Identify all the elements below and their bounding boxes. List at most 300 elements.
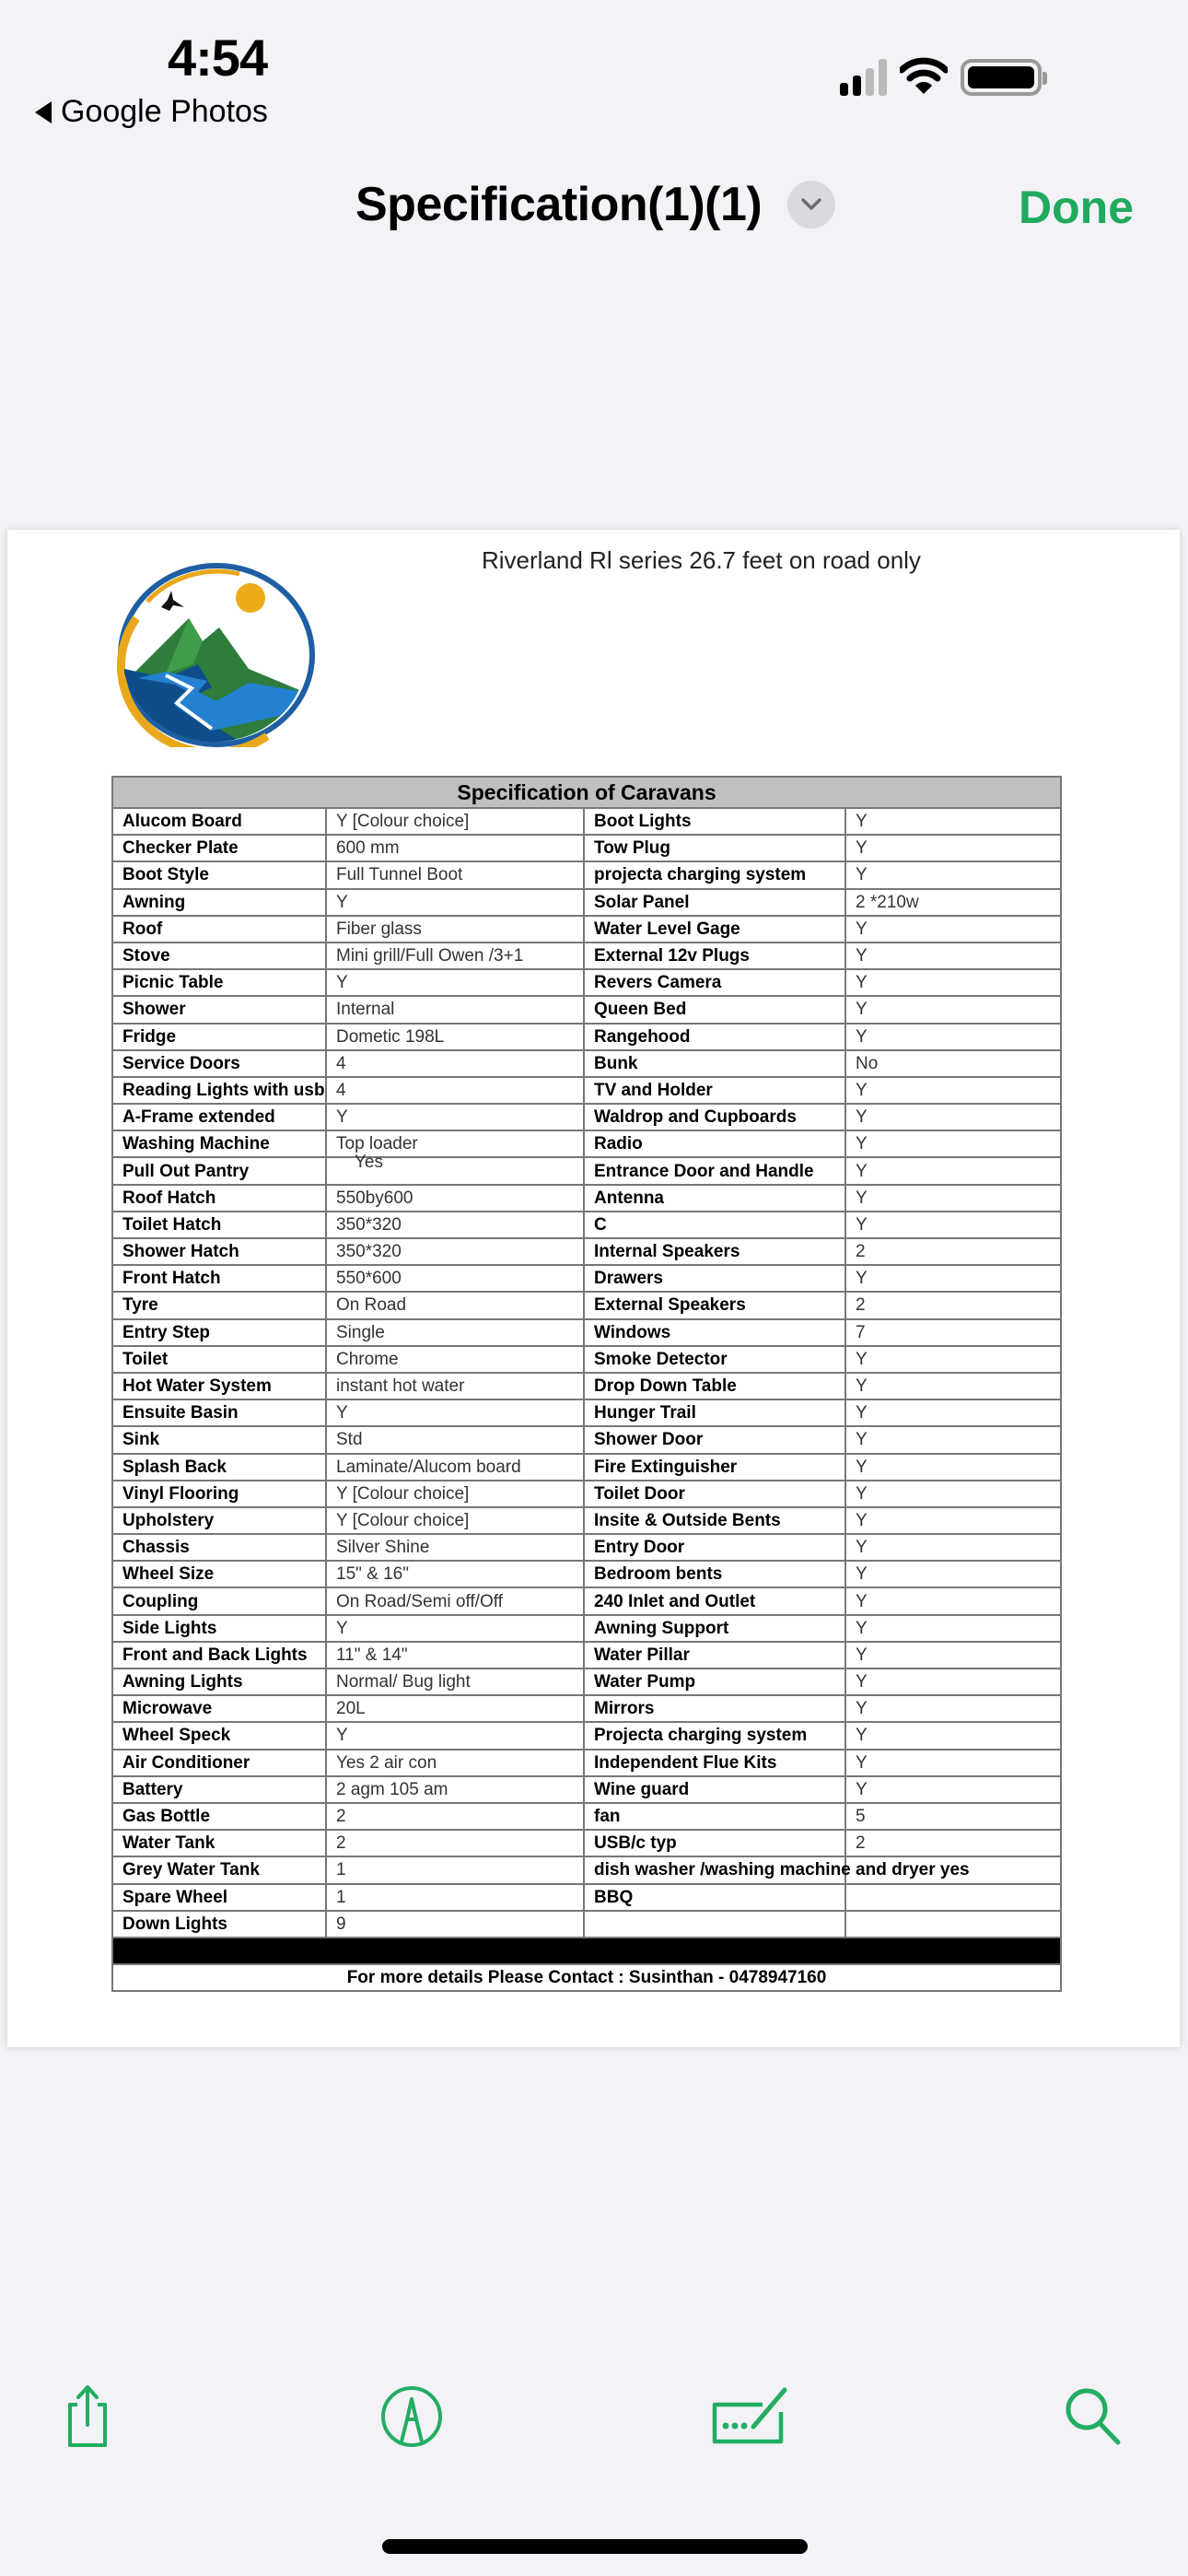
- status-icons: [840, 57, 1042, 96]
- spec-value: [326, 1346, 584, 1373]
- spec-label: [584, 1238, 845, 1265]
- spec-value: [326, 1426, 584, 1453]
- spec-value-text: Std: [336, 1430, 363, 1450]
- spec-label: [112, 1346, 326, 1373]
- spec-label-text: Water Tank: [122, 1833, 215, 1854]
- table-row: [112, 1856, 1061, 1883]
- spec-label: [584, 1587, 845, 1614]
- spec-value: [845, 1722, 1061, 1749]
- spec-value-text: Y: [856, 919, 868, 939]
- spec-label: [584, 1399, 845, 1426]
- spec-value-text: 2: [856, 1295, 866, 1316]
- spec-value: [326, 1481, 584, 1507]
- table-row: [112, 1722, 1061, 1749]
- spec-label: [112, 1884, 326, 1911]
- spec-value: [326, 1104, 584, 1130]
- spec-label: [584, 943, 845, 969]
- spec-value-text: 11" & 14": [336, 1645, 408, 1665]
- spec-value: [326, 1373, 584, 1399]
- spec-label: [112, 1454, 326, 1481]
- spec-value: [845, 1319, 1061, 1346]
- spec-label-text: Toilet: [122, 1349, 169, 1369]
- spec-label: [584, 1750, 845, 1776]
- spec-value: [326, 1292, 584, 1318]
- black-separator-row: [112, 1938, 1061, 1964]
- table-row: [112, 969, 1061, 996]
- spec-value: [845, 916, 1061, 943]
- spec-label: [584, 1104, 845, 1130]
- spec-label: [584, 1669, 845, 1695]
- spec-value: [326, 1750, 584, 1776]
- spec-value-text: Normal/ Bug light: [336, 1672, 471, 1692]
- spec-value: [326, 1454, 584, 1481]
- spec-value: [326, 1399, 584, 1426]
- spec-value-text: 15" & 16": [336, 1564, 409, 1585]
- status-time: 4:54: [168, 29, 268, 87]
- spec-label-text: Washing Machine: [122, 1134, 270, 1154]
- spec-value-text: 350*320: [336, 1214, 402, 1235]
- spec-label: [112, 1856, 326, 1883]
- table-row: [112, 1642, 1061, 1669]
- signature-icon[interactable]: [707, 2384, 799, 2449]
- spec-label-text: Service Doors: [122, 1053, 240, 1073]
- spec-label: [584, 1911, 845, 1938]
- spec-label: [584, 1561, 845, 1587]
- spec-value: [845, 1750, 1061, 1776]
- spec-value-text: Y [Colour choice]: [336, 812, 470, 832]
- spec-value-text: 2: [336, 1833, 346, 1854]
- spec-value: [845, 1911, 1061, 1938]
- spec-label-text: Fridge: [122, 1026, 177, 1047]
- spec-label-text: Revers Camera: [594, 973, 722, 993]
- spec-value: [326, 1884, 584, 1911]
- spec-value: [845, 1642, 1061, 1669]
- spec-value-text: Fiber glass: [336, 919, 422, 939]
- spec-label: [112, 916, 326, 943]
- spec-label-text: Vinyl Flooring: [122, 1483, 239, 1504]
- spec-value: [326, 1024, 584, 1050]
- spec-value-text: Y: [856, 1269, 868, 1289]
- spec-value: [326, 1776, 584, 1803]
- spec-label: [584, 1642, 845, 1669]
- spec-label-text: Bedroom bents: [594, 1564, 723, 1585]
- spec-rows: [112, 808, 1061, 1938]
- spec-value: [326, 1911, 584, 1938]
- spec-label-text: Hot Water System: [122, 1376, 272, 1397]
- spec-label: [112, 1750, 326, 1776]
- spec-value: [845, 1426, 1061, 1453]
- spec-label: [584, 889, 845, 916]
- spec-label-text: USB/c typ: [594, 1833, 677, 1854]
- spec-label-text: Front Hatch: [122, 1269, 221, 1289]
- spec-label: [584, 996, 845, 1023]
- riverland-logo-icon: [111, 563, 319, 747]
- spec-label-text: Fire Extinguisher: [594, 1457, 738, 1477]
- spec-label: [112, 1157, 326, 1184]
- table-row: [112, 1426, 1061, 1453]
- spec-value-text: Y: [856, 1000, 868, 1020]
- spec-label-text: Water Pillar: [594, 1645, 690, 1665]
- spec-label-text: Microwave: [122, 1699, 213, 1719]
- table-row: [112, 1319, 1061, 1346]
- spec-value: [326, 889, 584, 916]
- table-row: [112, 996, 1061, 1023]
- spec-value: [845, 1399, 1061, 1426]
- spec-value-text: 2: [336, 1807, 346, 1827]
- spec-value: [326, 1050, 584, 1077]
- spec-value-text: Y: [336, 1403, 348, 1423]
- spec-value-text: Y: [856, 812, 868, 832]
- share-icon[interactable]: [55, 2384, 120, 2449]
- spec-value: [326, 808, 584, 835]
- spec-value-text: 7: [856, 1322, 866, 1342]
- spec-value: [845, 1561, 1061, 1587]
- spec-label-text: dish washer /washing machine and dryer yes: [594, 1860, 970, 1880]
- spec-label-text: Reading Lights with usb: [122, 1080, 325, 1100]
- spec-value-text: Y: [856, 1779, 868, 1799]
- spec-label: [584, 1050, 845, 1077]
- spec-value: [326, 1722, 584, 1749]
- spec-value: [845, 1884, 1061, 1911]
- spec-value: [845, 1481, 1061, 1507]
- spec-value: [845, 1185, 1061, 1212]
- table-row: [112, 916, 1061, 943]
- table-row: [112, 1373, 1061, 1399]
- spec-label-text: Toilet Hatch: [122, 1214, 222, 1235]
- spec-value: [326, 1212, 584, 1238]
- spec-label: [112, 1615, 326, 1642]
- markup-pen-icon[interactable]: [379, 2384, 444, 2449]
- spec-label-text: Boot Style: [122, 865, 209, 885]
- spec-label: [584, 1534, 845, 1561]
- spec-label-text: Bunk: [594, 1053, 638, 1073]
- spec-label-text: Drop Down Table: [594, 1376, 737, 1397]
- spec-label: [112, 1024, 326, 1050]
- spec-label-text: BBQ: [594, 1887, 634, 1907]
- spec-label: [112, 1776, 326, 1803]
- spec-value-text: Y: [856, 1645, 868, 1665]
- spec-label: [584, 1130, 845, 1157]
- spec-value-text: 4: [336, 1053, 346, 1073]
- spec-value: [845, 1024, 1061, 1050]
- spec-label-text: Tyre: [122, 1295, 158, 1316]
- spec-label-text: Toilet Door: [594, 1483, 685, 1504]
- table-row: [112, 1024, 1061, 1050]
- table-row: [112, 1212, 1061, 1238]
- spec-label-text: 240 Inlet and Outlet: [594, 1591, 756, 1611]
- spec-value-text: Y: [856, 1188, 868, 1208]
- document-heading: Riverland Rl series 26.7 feet on road only: [482, 546, 921, 574]
- spec-label: [112, 1373, 326, 1399]
- spec-label-text: Side Lights: [122, 1618, 217, 1638]
- spec-value-text: Y: [856, 1510, 868, 1530]
- spec-value: [845, 1587, 1061, 1614]
- spec-value: [845, 1238, 1061, 1265]
- spec-value-text: Full Tunnel Boot: [336, 865, 463, 885]
- table-row: [112, 1130, 1061, 1157]
- spec-value-text: 550by600: [336, 1188, 413, 1208]
- spec-label-text: Coupling: [122, 1591, 199, 1611]
- spec-value: [845, 1507, 1061, 1534]
- battery-icon: [961, 59, 1042, 96]
- done-button[interactable]: Done: [1019, 181, 1134, 233]
- spec-label: [112, 1212, 326, 1238]
- back-to-app-link[interactable]: [35, 94, 268, 130]
- spec-label: [112, 1803, 326, 1830]
- spec-label-text: Awning Lights: [122, 1672, 243, 1692]
- spec-label-text: fan: [594, 1807, 621, 1827]
- spec-value-text: 20L: [336, 1699, 366, 1719]
- spec-label-text: Wheel Speck: [122, 1726, 231, 1746]
- spec-value-text: Y: [856, 946, 868, 966]
- spec-label-text: Smoke Detector: [594, 1349, 728, 1369]
- spec-value-text: Y [Colour choice]: [336, 1483, 470, 1504]
- spec-value: [845, 1373, 1061, 1399]
- spec-label: [112, 1507, 326, 1534]
- spec-label-text: Wine guard: [594, 1779, 690, 1799]
- spec-label-text: Spare Wheel: [122, 1887, 228, 1907]
- spec-value-text: 2: [856, 1242, 866, 1262]
- spec-label-text: A-Frame extended: [122, 1107, 275, 1128]
- spec-label: [584, 1265, 845, 1292]
- spec-value-text: 350*320: [336, 1242, 402, 1262]
- spec-label: [584, 1319, 845, 1346]
- spec-value-text: 2 *210w: [856, 892, 919, 912]
- spec-label-text: Shower Hatch: [122, 1242, 239, 1262]
- spec-label: [584, 916, 845, 943]
- spec-label: [112, 1265, 326, 1292]
- spec-value: [326, 916, 584, 943]
- spec-value-text: Top loader: [336, 1134, 418, 1154]
- table-row: [112, 1884, 1061, 1911]
- spec-value: [845, 1157, 1061, 1184]
- spec-label: [584, 1212, 845, 1238]
- spec-label-text: Wheel Size: [122, 1564, 215, 1585]
- spec-label-text: Pull Out Pantry: [122, 1161, 250, 1181]
- document-title-menu[interactable]: [355, 177, 835, 232]
- table-row: [112, 835, 1061, 861]
- spec-value: [845, 1669, 1061, 1695]
- spec-label: [112, 1050, 326, 1077]
- spec-label: [584, 1024, 845, 1050]
- spec-value-text: Y: [856, 1699, 868, 1719]
- spec-label: [584, 1454, 845, 1481]
- spec-label: [112, 1399, 326, 1426]
- spec-label: [112, 808, 326, 835]
- spec-value-text: Y: [856, 973, 868, 993]
- spec-value-text: Single: [336, 1322, 385, 1342]
- back-triangle-icon: [35, 101, 52, 123]
- spec-value-text: Y: [856, 1161, 868, 1181]
- spec-value-text: Y: [856, 1403, 868, 1423]
- table-row: [112, 1157, 1061, 1184]
- spec-label-text: C: [594, 1214, 607, 1235]
- spec-label: [112, 969, 326, 996]
- spec-label-text: Roof: [122, 919, 163, 939]
- table-row: [112, 1561, 1061, 1587]
- table-row: [112, 808, 1061, 835]
- chevron-down-icon: [800, 197, 822, 212]
- spec-label-text: Projecta charging system: [594, 1726, 808, 1746]
- spec-label: [112, 1669, 326, 1695]
- table-row: [112, 1776, 1061, 1803]
- spec-value-text: Mini grill/Full Owen /3+1: [336, 946, 524, 966]
- spec-value-text: On Road: [336, 1295, 407, 1316]
- spec-label: [584, 1507, 845, 1534]
- spec-value-text: Y: [856, 1080, 868, 1100]
- spec-label: [112, 1534, 326, 1561]
- spec-label: [584, 1185, 845, 1212]
- spec-value-text: Y: [856, 1726, 868, 1746]
- table-row: [112, 1615, 1061, 1642]
- table-row: [112, 1507, 1061, 1534]
- spec-label-text: Sink: [122, 1430, 160, 1450]
- spec-value-text: Y: [856, 1026, 868, 1047]
- specification-table: [111, 776, 1062, 1992]
- spec-label: [112, 889, 326, 916]
- spec-label-text: Insite & Outside Bents: [594, 1510, 781, 1530]
- spec-value: [845, 1534, 1061, 1561]
- spec-value: [326, 1587, 584, 1614]
- spec-label-text: Alucom Board: [122, 812, 242, 832]
- spec-label: [584, 1373, 845, 1399]
- spec-value: [845, 861, 1061, 888]
- spec-label: [112, 1722, 326, 1749]
- spec-label: [584, 1426, 845, 1453]
- spec-value-text: Y: [856, 1752, 868, 1773]
- spec-value: [845, 1346, 1061, 1373]
- spec-label-text: Waldrop and Cupboards: [594, 1107, 797, 1128]
- table-row: [112, 1534, 1061, 1561]
- spec-value: [326, 1803, 584, 1830]
- table-title: Specification of Caravans: [112, 777, 1061, 808]
- spec-label: [112, 943, 326, 969]
- pdf-page[interactable]: [7, 530, 1180, 2047]
- spec-label: [112, 1238, 326, 1265]
- spec-value: [845, 969, 1061, 996]
- spec-value-text: Y: [336, 973, 348, 993]
- spec-label-text: Water Pump: [594, 1672, 696, 1692]
- spec-label: [112, 1130, 326, 1157]
- spec-label: [112, 1104, 326, 1130]
- spec-value: [845, 1212, 1061, 1238]
- spec-value-text: Y: [856, 1134, 868, 1154]
- spec-label: [584, 861, 845, 888]
- table-row: [112, 1481, 1061, 1507]
- table-row: [112, 1669, 1061, 1695]
- spec-value: [845, 1050, 1061, 1077]
- spec-value-text: Y: [336, 1618, 348, 1638]
- spec-value-text: Yes 2 air con: [336, 1752, 437, 1773]
- spec-value: [845, 1130, 1061, 1157]
- spec-label-text: Queen Bed: [594, 1000, 687, 1020]
- table-row: [112, 1750, 1061, 1776]
- contact-info: For more details Please Contact : Susinthan - 0478947160: [112, 1964, 1061, 1991]
- search-icon[interactable]: [1061, 2384, 1125, 2449]
- spec-value-text: Y: [856, 865, 868, 885]
- spec-label-text: Radio: [594, 1134, 643, 1154]
- table-row: [112, 1104, 1061, 1130]
- spec-label-text: Shower: [122, 1000, 186, 1020]
- spec-value: [326, 1265, 584, 1292]
- spec-value: [845, 943, 1061, 969]
- signal-icon: [840, 59, 887, 96]
- spec-value-text: Y: [856, 1538, 868, 1558]
- spec-label-text: TV and Holder: [594, 1080, 713, 1100]
- table-row: [112, 943, 1061, 969]
- spec-label: [584, 1722, 845, 1749]
- spec-value: [326, 1856, 584, 1883]
- spec-label: [112, 1561, 326, 1587]
- spec-value-text: Dometic 198L: [336, 1026, 445, 1047]
- spec-label-text: External 12v Plugs: [594, 946, 750, 966]
- spec-label-text: Tow Plug: [594, 838, 671, 859]
- spec-value: [326, 1615, 584, 1642]
- table-row: [112, 1399, 1061, 1426]
- spec-value-text: 600 mm: [336, 838, 400, 859]
- spec-value-text: Y: [336, 1107, 348, 1128]
- spec-value: [326, 1507, 584, 1534]
- home-indicator[interactable]: [382, 2539, 808, 2554]
- spec-value: [845, 1615, 1061, 1642]
- spec-value-text: Y: [856, 1376, 868, 1397]
- spec-label-text: Entrance Door and Handle: [594, 1161, 814, 1181]
- spec-value: [845, 1104, 1061, 1130]
- title-dropdown-button[interactable]: [787, 181, 835, 228]
- spec-value-text: Y: [336, 1726, 348, 1746]
- spec-label: [112, 1185, 326, 1212]
- spec-label: [112, 1077, 326, 1104]
- spec-label-text: Drawers: [594, 1269, 663, 1289]
- spec-label-text: Windows: [594, 1322, 671, 1342]
- spec-label: [112, 996, 326, 1023]
- table-row: [112, 1454, 1061, 1481]
- spec-label-text: Battery: [122, 1779, 183, 1799]
- spec-label-text: Water Level Gage: [594, 919, 740, 939]
- spec-label: [112, 1481, 326, 1507]
- spec-value-text: 2: [856, 1833, 866, 1854]
- spec-value-text: Silver Shine: [336, 1538, 430, 1558]
- spec-label-text: Rangehood: [594, 1026, 691, 1047]
- table-row: [112, 1050, 1061, 1077]
- document-title: Specification(1)(1): [355, 178, 763, 231]
- spec-value-text: 9: [336, 1914, 346, 1934]
- table-row: [112, 1695, 1061, 1722]
- spec-value-text: Y: [856, 1430, 868, 1450]
- spec-value-text: On Road/Semi off/Off: [336, 1591, 503, 1611]
- spec-label-text: Boot Lights: [594, 812, 692, 832]
- spec-value: [845, 1077, 1061, 1104]
- spec-value: [326, 943, 584, 969]
- spec-label-text: Grey Water Tank: [122, 1860, 260, 1880]
- spec-value-text: Chrome: [336, 1349, 399, 1369]
- spec-label: [584, 1615, 845, 1642]
- spec-label: [112, 1830, 326, 1856]
- spec-value: [326, 969, 584, 996]
- spec-label: [584, 1884, 845, 1911]
- spec-value-text: Y: [856, 838, 868, 859]
- table-row: [112, 861, 1061, 888]
- spec-value-text: 1: [336, 1887, 346, 1907]
- spec-value: [326, 1238, 584, 1265]
- table-row: [112, 1292, 1061, 1318]
- table-row: [112, 889, 1061, 916]
- spec-label: [584, 1157, 845, 1184]
- spec-label: [112, 1292, 326, 1318]
- spec-value-text: Y: [856, 1214, 868, 1235]
- spec-value: [326, 1077, 584, 1104]
- spec-label: [584, 1803, 845, 1830]
